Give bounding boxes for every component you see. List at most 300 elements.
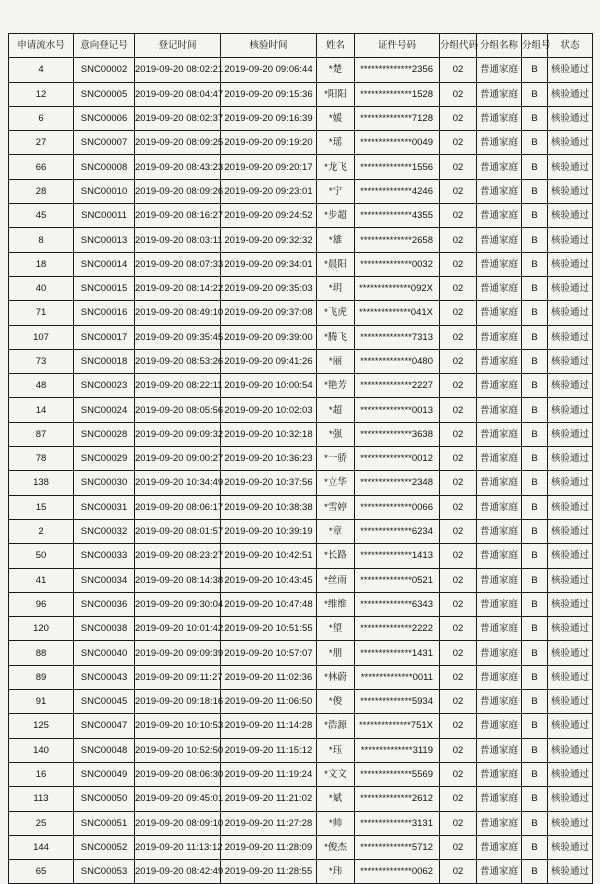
cell-id-number: **************0521 bbox=[355, 568, 440, 592]
cell-group-name: 普通家庭 bbox=[477, 714, 522, 738]
cell-verification-time: 2019-09-20 11:27:28 bbox=[221, 811, 317, 835]
cell-application-no: 15 bbox=[9, 495, 74, 519]
cell-verification-time: 2019-09-20 09:15:36 bbox=[221, 82, 317, 106]
cell-registration-no: SNC00005 bbox=[74, 82, 135, 106]
cell-id-number: **************0032 bbox=[355, 252, 440, 276]
cell-registration-no: SNC00010 bbox=[74, 179, 135, 203]
cell-id-number: **************1528 bbox=[355, 82, 440, 106]
cell-status: 核验通过 bbox=[548, 544, 593, 568]
cell-status: 核验通过 bbox=[548, 325, 593, 349]
cell-application-no: 8 bbox=[9, 228, 74, 252]
cell-group-code: 02 bbox=[440, 860, 477, 884]
cell-group-code: 02 bbox=[440, 544, 477, 568]
cell-group-name: 普通家庭 bbox=[477, 58, 522, 82]
cell-status: 核验通过 bbox=[548, 447, 593, 471]
cell-registration-time: 2019-09-20 08:16:27 bbox=[135, 204, 221, 228]
cell-group-no: B bbox=[522, 301, 548, 325]
cell-application-no: 27 bbox=[9, 131, 74, 155]
cell-name: *雪婷 bbox=[317, 495, 355, 519]
cell-registration-time: 2019-09-20 08:23:27 bbox=[135, 544, 221, 568]
cell-verification-time: 2019-09-20 11:06:50 bbox=[221, 690, 317, 714]
table-row bbox=[9, 592, 593, 616]
table-row bbox=[9, 787, 593, 811]
cell-application-no: 4 bbox=[9, 58, 74, 82]
cell-registration-time: 2019-09-20 09:45:01 bbox=[135, 787, 221, 811]
cell-registration-time: 2019-09-20 08:03:11 bbox=[135, 228, 221, 252]
cell-registration-no: SNC00028 bbox=[74, 422, 135, 446]
cell-id-number: **************2658 bbox=[355, 228, 440, 252]
cell-name: *雄 bbox=[317, 228, 355, 252]
cell-id-number: **************041X bbox=[355, 301, 440, 325]
cell-registration-time: 2019-09-20 08:02:21 bbox=[135, 58, 221, 82]
table-row bbox=[9, 495, 593, 519]
cell-name: *超 bbox=[317, 398, 355, 422]
cell-group-name: 普通家庭 bbox=[477, 471, 522, 495]
cell-registration-no: SNC00040 bbox=[74, 641, 135, 665]
table-row bbox=[9, 641, 593, 665]
table-row bbox=[9, 374, 593, 398]
cell-application-no: 50 bbox=[9, 544, 74, 568]
header-row bbox=[9, 34, 593, 58]
cell-group-code: 02 bbox=[440, 811, 477, 835]
cell-verification-time: 2019-09-20 11:28:09 bbox=[221, 835, 317, 859]
cell-registration-no: SNC00006 bbox=[74, 106, 135, 130]
cell-group-code: 02 bbox=[440, 276, 477, 300]
cell-registration-no: SNC00048 bbox=[74, 738, 135, 762]
cell-status: 核验通过 bbox=[548, 349, 593, 373]
cell-id-number: **************6343 bbox=[355, 592, 440, 616]
cell-group-name: 普通家庭 bbox=[477, 398, 522, 422]
cell-id-number: **************5934 bbox=[355, 690, 440, 714]
cell-group-code: 02 bbox=[440, 252, 477, 276]
cell-id-number: **************3638 bbox=[355, 422, 440, 446]
cell-registration-time: 2019-09-20 08:01:57 bbox=[135, 519, 221, 543]
cell-group-code: 02 bbox=[440, 179, 477, 203]
cell-group-code: 02 bbox=[440, 106, 477, 130]
cell-application-no: 16 bbox=[9, 762, 74, 786]
table-row bbox=[9, 690, 593, 714]
cell-group-code: 02 bbox=[440, 568, 477, 592]
cell-group-code: 02 bbox=[440, 471, 477, 495]
table-row bbox=[9, 155, 593, 179]
cell-group-code: 02 bbox=[440, 155, 477, 179]
cell-application-no: 73 bbox=[9, 349, 74, 373]
cell-name: *飞虎 bbox=[317, 301, 355, 325]
cell-status: 核验通过 bbox=[548, 422, 593, 446]
table-row bbox=[9, 252, 593, 276]
cell-name: *步超 bbox=[317, 204, 355, 228]
cell-verification-time: 2019-09-20 09:39:00 bbox=[221, 325, 317, 349]
cell-application-no: 144 bbox=[9, 835, 74, 859]
cell-registration-time: 2019-09-20 10:10:53 bbox=[135, 714, 221, 738]
cell-status: 核验通过 bbox=[548, 860, 593, 884]
cell-status: 核验通过 bbox=[548, 301, 593, 325]
cell-registration-time: 2019-09-20 11:13:12 bbox=[135, 835, 221, 859]
cell-id-number: **************0049 bbox=[355, 131, 440, 155]
cell-group-no: B bbox=[522, 860, 548, 884]
cell-name: *晨阳 bbox=[317, 252, 355, 276]
cell-application-no: 41 bbox=[9, 568, 74, 592]
cell-id-number: **************2227 bbox=[355, 374, 440, 398]
cell-registration-time: 2019-09-20 08:43:23 bbox=[135, 155, 221, 179]
cell-verification-time: 2019-09-20 10:36:23 bbox=[221, 447, 317, 471]
cell-group-no: B bbox=[522, 447, 548, 471]
cell-group-name: 普通家庭 bbox=[477, 617, 522, 641]
cell-status: 核验通过 bbox=[548, 204, 593, 228]
cell-application-no: 91 bbox=[9, 690, 74, 714]
cell-status: 核验通过 bbox=[548, 58, 593, 82]
cell-registration-time: 2019-09-20 09:35:45 bbox=[135, 325, 221, 349]
cell-verification-time: 2019-09-20 09:23:01 bbox=[221, 179, 317, 203]
cell-verification-time: 2019-09-20 10:57:07 bbox=[221, 641, 317, 665]
cell-verification-time: 2019-09-20 10:47:48 bbox=[221, 592, 317, 616]
cell-application-no: 48 bbox=[9, 374, 74, 398]
cell-status: 核验通过 bbox=[548, 131, 593, 155]
cell-group-no: B bbox=[522, 762, 548, 786]
table-row bbox=[9, 131, 593, 155]
table-row bbox=[9, 665, 593, 689]
cell-id-number: **************0013 bbox=[355, 398, 440, 422]
cell-name: *斌 bbox=[317, 787, 355, 811]
cell-registration-time: 2019-09-20 08:09:10 bbox=[135, 811, 221, 835]
cell-group-no: B bbox=[522, 349, 548, 373]
cell-group-no: B bbox=[522, 471, 548, 495]
cell-status: 核验通过 bbox=[548, 617, 593, 641]
header-verification-time: 核验时间 bbox=[221, 34, 317, 58]
cell-verification-time: 2019-09-20 11:21:02 bbox=[221, 787, 317, 811]
table-row bbox=[9, 325, 593, 349]
cell-group-code: 02 bbox=[440, 835, 477, 859]
cell-registration-time: 2019-09-20 09:09:32 bbox=[135, 422, 221, 446]
cell-registration-time: 2019-09-20 10:34:49 bbox=[135, 471, 221, 495]
cell-registration-no: SNC00043 bbox=[74, 665, 135, 689]
cell-group-code: 02 bbox=[440, 641, 477, 665]
cell-name: *一骄 bbox=[317, 447, 355, 471]
cell-verification-time: 2019-09-20 10:37:56 bbox=[221, 471, 317, 495]
table-row bbox=[9, 617, 593, 641]
cell-registration-no: SNC00018 bbox=[74, 349, 135, 373]
cell-status: 核验通过 bbox=[548, 738, 593, 762]
cell-registration-no: SNC00014 bbox=[74, 252, 135, 276]
cell-verification-time: 2019-09-20 10:42:51 bbox=[221, 544, 317, 568]
cell-registration-no: SNC00050 bbox=[74, 787, 135, 811]
cell-application-no: 14 bbox=[9, 398, 74, 422]
cell-id-number: **************3131 bbox=[355, 811, 440, 835]
cell-group-name: 普通家庭 bbox=[477, 811, 522, 835]
cell-id-number: **************7128 bbox=[355, 106, 440, 130]
cell-name: *阳阳 bbox=[317, 82, 355, 106]
cell-verification-time: 2019-09-20 10:38:38 bbox=[221, 495, 317, 519]
cell-verification-time: 2019-09-20 10:39:19 bbox=[221, 519, 317, 543]
table-row bbox=[9, 398, 593, 422]
cell-group-name: 普通家庭 bbox=[477, 131, 522, 155]
table-row bbox=[9, 835, 593, 859]
header-id-number: 证件号码 bbox=[355, 34, 440, 58]
cell-verification-time: 2019-09-20 11:19:24 bbox=[221, 762, 317, 786]
cell-group-name: 普通家庭 bbox=[477, 447, 522, 471]
cell-verification-time: 2019-09-20 09:24:52 bbox=[221, 204, 317, 228]
table-row bbox=[9, 301, 593, 325]
cell-group-no: B bbox=[522, 204, 548, 228]
cell-application-no: 96 bbox=[9, 592, 74, 616]
cell-group-no: B bbox=[522, 495, 548, 519]
cell-group-no: B bbox=[522, 106, 548, 130]
cell-group-name: 普通家庭 bbox=[477, 301, 522, 325]
cell-name: *楚 bbox=[317, 58, 355, 82]
cell-group-name: 普通家庭 bbox=[477, 519, 522, 543]
cell-id-number: **************5569 bbox=[355, 762, 440, 786]
cell-name: *浩源 bbox=[317, 714, 355, 738]
cell-registration-time: 2019-09-20 08:53:26 bbox=[135, 349, 221, 373]
cell-status: 核验通过 bbox=[548, 811, 593, 835]
cell-verification-time: 2019-09-20 09:16:39 bbox=[221, 106, 317, 130]
cell-status: 核验通过 bbox=[548, 568, 593, 592]
cell-group-name: 普通家庭 bbox=[477, 276, 522, 300]
cell-registration-no: SNC00007 bbox=[74, 131, 135, 155]
table-row bbox=[9, 811, 593, 835]
table-row bbox=[9, 762, 593, 786]
cell-application-no: 66 bbox=[9, 155, 74, 179]
cell-name: *丽 bbox=[317, 349, 355, 373]
table-row bbox=[9, 714, 593, 738]
cell-group-no: B bbox=[522, 690, 548, 714]
cell-application-no: 18 bbox=[9, 252, 74, 276]
cell-group-no: B bbox=[522, 544, 548, 568]
cell-registration-time: 2019-09-20 09:00:27 bbox=[135, 447, 221, 471]
table-row bbox=[9, 349, 593, 373]
cell-status: 核验通过 bbox=[548, 641, 593, 665]
table-row bbox=[9, 519, 593, 543]
cell-name: *俊杰 bbox=[317, 835, 355, 859]
cell-registration-time: 2019-09-20 08:02:37 bbox=[135, 106, 221, 130]
cell-group-no: B bbox=[522, 228, 548, 252]
table-row bbox=[9, 422, 593, 446]
cell-registration-time: 2019-09-20 08:06:30 bbox=[135, 762, 221, 786]
table-row bbox=[9, 204, 593, 228]
cell-status: 核验通过 bbox=[548, 155, 593, 179]
cell-application-no: 89 bbox=[9, 665, 74, 689]
table-row bbox=[9, 228, 593, 252]
cell-verification-time: 2019-09-20 10:51:55 bbox=[221, 617, 317, 641]
cell-registration-time: 2019-09-20 08:09:26 bbox=[135, 179, 221, 203]
cell-status: 核验通过 bbox=[548, 398, 593, 422]
cell-group-name: 普通家庭 bbox=[477, 252, 522, 276]
cell-status: 核验通过 bbox=[548, 690, 593, 714]
cell-id-number: **************1556 bbox=[355, 155, 440, 179]
table-row bbox=[9, 568, 593, 592]
cell-group-no: B bbox=[522, 398, 548, 422]
cell-application-no: 138 bbox=[9, 471, 74, 495]
cell-status: 核验通过 bbox=[548, 179, 593, 203]
cell-registration-time: 2019-09-20 08:42:49 bbox=[135, 860, 221, 884]
cell-registration-no: SNC00047 bbox=[74, 714, 135, 738]
cell-name: *玮 bbox=[317, 860, 355, 884]
cell-group-code: 02 bbox=[440, 738, 477, 762]
cell-group-no: B bbox=[522, 738, 548, 762]
table-body bbox=[9, 58, 593, 884]
cell-status: 核验通过 bbox=[548, 106, 593, 130]
cell-id-number: **************3119 bbox=[355, 738, 440, 762]
cell-verification-time: 2019-09-20 09:37:08 bbox=[221, 301, 317, 325]
cell-registration-time: 2019-09-20 10:52:50 bbox=[135, 738, 221, 762]
cell-name: *媛 bbox=[317, 106, 355, 130]
cell-registration-no: SNC00015 bbox=[74, 276, 135, 300]
cell-group-code: 02 bbox=[440, 82, 477, 106]
cell-group-no: B bbox=[522, 276, 548, 300]
cell-verification-time: 2019-09-20 11:02:36 bbox=[221, 665, 317, 689]
header-name: 姓名 bbox=[317, 34, 355, 58]
cell-id-number: **************6234 bbox=[355, 519, 440, 543]
cell-group-name: 普通家庭 bbox=[477, 422, 522, 446]
cell-verification-time: 2019-09-20 09:06:44 bbox=[221, 58, 317, 82]
cell-id-number: **************7313 bbox=[355, 325, 440, 349]
cell-verification-time: 2019-09-20 09:41:26 bbox=[221, 349, 317, 373]
header-group-code: 分组代码 bbox=[440, 34, 477, 58]
cell-id-number: **************0012 bbox=[355, 447, 440, 471]
cell-status: 核验通过 bbox=[548, 787, 593, 811]
cell-group-code: 02 bbox=[440, 592, 477, 616]
cell-status: 核验通过 bbox=[548, 374, 593, 398]
cell-group-code: 02 bbox=[440, 665, 477, 689]
cell-group-no: B bbox=[522, 787, 548, 811]
table-row bbox=[9, 106, 593, 130]
cell-registration-no: SNC00045 bbox=[74, 690, 135, 714]
cell-verification-time: 2019-09-20 09:34:01 bbox=[221, 252, 317, 276]
cell-application-no: 25 bbox=[9, 811, 74, 835]
cell-registration-no: SNC00051 bbox=[74, 811, 135, 835]
cell-verification-time: 2019-09-20 11:28:55 bbox=[221, 860, 317, 884]
cell-group-no: B bbox=[522, 811, 548, 835]
cell-verification-time: 2019-09-20 09:20:17 bbox=[221, 155, 317, 179]
cell-id-number: **************4355 bbox=[355, 204, 440, 228]
cell-registration-no: SNC00034 bbox=[74, 568, 135, 592]
cell-application-no: 87 bbox=[9, 422, 74, 446]
cell-name: *宁 bbox=[317, 179, 355, 203]
cell-id-number: **************092X bbox=[355, 276, 440, 300]
cell-group-code: 02 bbox=[440, 58, 477, 82]
cell-application-no: 113 bbox=[9, 787, 74, 811]
cell-group-name: 普通家庭 bbox=[477, 179, 522, 203]
cell-verification-time: 2019-09-20 11:15:12 bbox=[221, 738, 317, 762]
cell-group-no: B bbox=[522, 714, 548, 738]
cell-group-no: B bbox=[522, 252, 548, 276]
cell-name: *珏 bbox=[317, 738, 355, 762]
cell-group-name: 普通家庭 bbox=[477, 495, 522, 519]
table-row bbox=[9, 58, 593, 82]
table-row bbox=[9, 447, 593, 471]
header-status: 状态 bbox=[548, 34, 593, 58]
cell-name: *俊 bbox=[317, 690, 355, 714]
cell-status: 核验通过 bbox=[548, 471, 593, 495]
cell-registration-time: 2019-09-20 09:11:27 bbox=[135, 665, 221, 689]
cell-name: *朋 bbox=[317, 641, 355, 665]
cell-name: *立华 bbox=[317, 471, 355, 495]
cell-status: 核验通过 bbox=[548, 665, 593, 689]
cell-application-no: 71 bbox=[9, 301, 74, 325]
cell-group-name: 普通家庭 bbox=[477, 592, 522, 616]
cell-id-number: **************2612 bbox=[355, 787, 440, 811]
cell-registration-time: 2019-09-20 08:22:11 bbox=[135, 374, 221, 398]
cell-verification-time: 2019-09-20 10:02:03 bbox=[221, 398, 317, 422]
cell-name: *维维 bbox=[317, 592, 355, 616]
header-registration-no: 意向登记号 bbox=[74, 34, 135, 58]
cell-id-number: **************1413 bbox=[355, 544, 440, 568]
cell-group-name: 普通家庭 bbox=[477, 349, 522, 373]
table-row bbox=[9, 738, 593, 762]
cell-registration-no: SNC00023 bbox=[74, 374, 135, 398]
cell-group-name: 普通家庭 bbox=[477, 762, 522, 786]
cell-registration-no: SNC00024 bbox=[74, 398, 135, 422]
table-row bbox=[9, 544, 593, 568]
cell-group-no: B bbox=[522, 325, 548, 349]
cell-status: 核验通过 bbox=[548, 82, 593, 106]
verification-table bbox=[8, 33, 593, 884]
cell-group-code: 02 bbox=[440, 228, 477, 252]
cell-group-no: B bbox=[522, 592, 548, 616]
cell-status: 核验通过 bbox=[548, 835, 593, 859]
cell-application-no: 6 bbox=[9, 106, 74, 130]
cell-application-no: 140 bbox=[9, 738, 74, 762]
cell-group-code: 02 bbox=[440, 204, 477, 228]
cell-group-code: 02 bbox=[440, 422, 477, 446]
cell-registration-time: 2019-09-20 08:04:47 bbox=[135, 82, 221, 106]
cell-name: *林蔚 bbox=[317, 665, 355, 689]
cell-id-number: **************1431 bbox=[355, 641, 440, 665]
cell-registration-time: 2019-09-20 08:05:56 bbox=[135, 398, 221, 422]
header-application-no: 申请流水号 bbox=[9, 34, 74, 58]
cell-verification-time: 2019-09-20 10:32:18 bbox=[221, 422, 317, 446]
cell-name: *长路 bbox=[317, 544, 355, 568]
cell-name: *望 bbox=[317, 617, 355, 641]
cell-status: 核验通过 bbox=[548, 495, 593, 519]
cell-verification-time: 2019-09-20 09:19:20 bbox=[221, 131, 317, 155]
cell-registration-no: SNC00053 bbox=[74, 860, 135, 884]
cell-verification-time: 2019-09-20 11:14:28 bbox=[221, 714, 317, 738]
cell-group-name: 普通家庭 bbox=[477, 787, 522, 811]
cell-id-number: **************0066 bbox=[355, 495, 440, 519]
cell-verification-time: 2019-09-20 10:43:45 bbox=[221, 568, 317, 592]
cell-group-name: 普通家庭 bbox=[477, 106, 522, 130]
cell-registration-no: SNC00052 bbox=[74, 835, 135, 859]
cell-verification-time: 2019-09-20 09:32:32 bbox=[221, 228, 317, 252]
cell-registration-no: SNC00011 bbox=[74, 204, 135, 228]
cell-verification-time: 2019-09-20 10:00:54 bbox=[221, 374, 317, 398]
cell-verification-time: 2019-09-20 09:35:03 bbox=[221, 276, 317, 300]
cell-application-no: 107 bbox=[9, 325, 74, 349]
cell-registration-no: SNC00013 bbox=[74, 228, 135, 252]
cell-application-no: 28 bbox=[9, 179, 74, 203]
cell-registration-no: SNC00030 bbox=[74, 471, 135, 495]
cell-group-no: B bbox=[522, 422, 548, 446]
cell-group-no: B bbox=[522, 58, 548, 82]
cell-group-no: B bbox=[522, 131, 548, 155]
cell-application-no: 88 bbox=[9, 641, 74, 665]
cell-id-number: **************0062 bbox=[355, 860, 440, 884]
cell-registration-no: SNC00017 bbox=[74, 325, 135, 349]
header-group-name: 分组名称 bbox=[477, 34, 522, 58]
cell-group-name: 普通家庭 bbox=[477, 860, 522, 884]
cell-name: *龙飞 bbox=[317, 155, 355, 179]
cell-id-number: **************0480 bbox=[355, 349, 440, 373]
cell-status: 核验通过 bbox=[548, 276, 593, 300]
cell-application-no: 2 bbox=[9, 519, 74, 543]
cell-registration-time: 2019-09-20 08:14:22 bbox=[135, 276, 221, 300]
cell-application-no: 125 bbox=[9, 714, 74, 738]
cell-id-number: **************0011 bbox=[355, 665, 440, 689]
cell-registration-time: 2019-09-20 08:09:25 bbox=[135, 131, 221, 155]
cell-group-name: 普通家庭 bbox=[477, 665, 522, 689]
cell-name: *瑶 bbox=[317, 131, 355, 155]
